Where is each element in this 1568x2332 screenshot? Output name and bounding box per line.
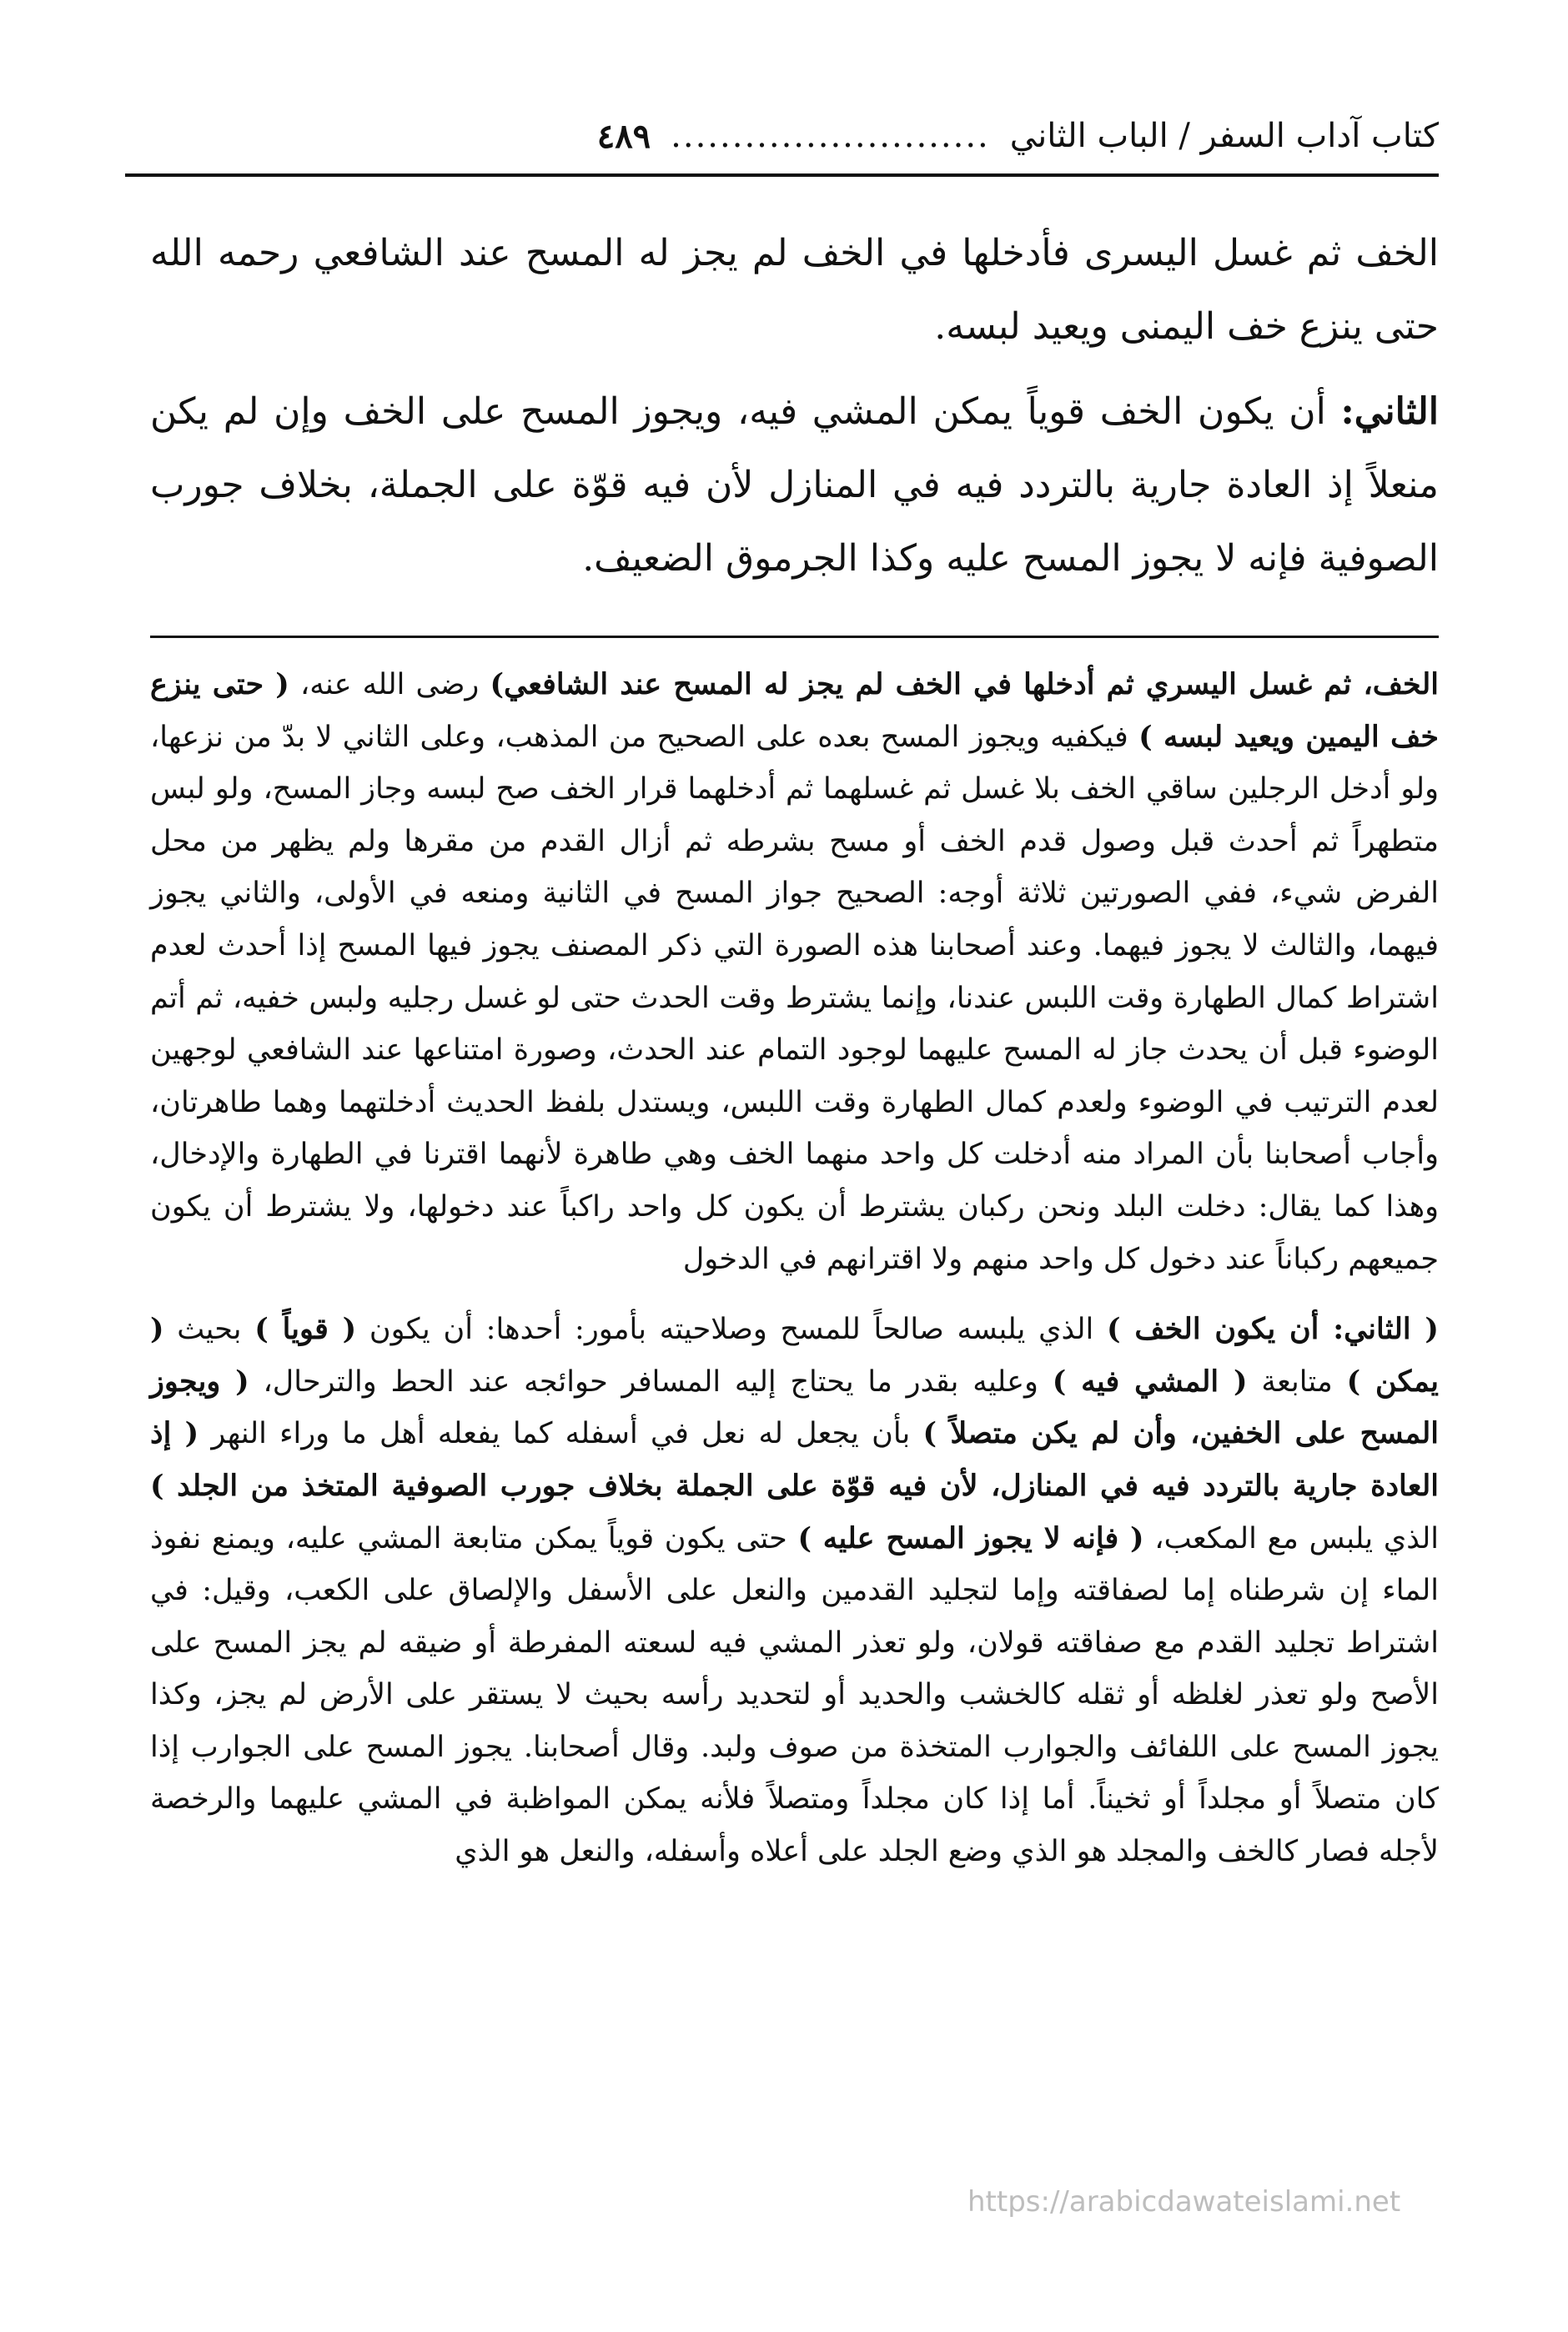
- quoted-text: ( فإنه لا يجوز المسح عليه ): [797, 1520, 1144, 1556]
- commentary-text-run: فيكفيه ويجوز المسح بعده على الصحيح من المذهب، وعلى الثاني لا بدّ من نزعها، ولو أدخل الرجلين ساقي الخف بلا غسل ثم غسلهما ثم أدخلهما قرار الخف صح لبسه وجاز المسح، ولو لبس متطهراً ثم أحدث قبل وصول قدم الخف أو مسح بشرطه ثم أزال القدم من مقرها ولم يظهر من محل الفرض شيء، ففي الصورتين ثلاثة أوجه: الصحيح جواز المسح في الثانية ومنعه في الأولى، والثاني يجوز فيهما، والثالث لا يجوز فيهما. وعند أصحابنا هذه الصورة التي ذكر المصنف يجوز فيها المسح إذا أحدث لعدم اشتراط كمال الطهارة وقت اللبس عندنا، وإنما يشترط وقت الحدث حتى لو غسل رجليه ولبس خفيه، ثم أتم الوضوء قبل أن يحدث جاز له المسح عليهما لوجود التمام عند الحدث، وصورة امتناعها عند الشافعي لوجهين لعدم الترتيب في الوضوء ولعدم كمال الطهارة وقت اللبس، ويستدل بلفظ الحديث أدخلتهما وهما طاهرتان، وأجاب أصحابنا بأن المراد منه أدخلت كل واحد منهما الخف وهي طاهرة لأنهما اقترنا في الطهارة والإدخال، وهذا كما يقال: دخلت البلد ونحن ركبان يشترط أن يكون كل واحد راكباً عند دخولها، ولا يشترط أن يكون جميعهم ركباناً عند دخول كل واحد منهم ولا اقترانهم في الدخول: [150, 720, 1439, 1276]
- commentary-divider: [150, 636, 1439, 638]
- commentary-text-run: رضى الله عنه،: [289, 668, 490, 701]
- quoted-text: ( يمكن ): [150, 1312, 1439, 1399]
- header-divider: [125, 173, 1439, 177]
- commentary-text-run: وعليه بقدر ما يحتاج إليه المسافر حوائجه عند الحط والترحال،: [249, 1365, 1053, 1399]
- main-paragraph-2-heading: الثاني:: [1340, 390, 1439, 433]
- main-text: [150, 217, 1439, 596]
- quoted-text: الخف، ثم غسل اليسري ثم أدخلها في الخف لم يجز له المسح عند الشافعي): [490, 667, 1439, 701]
- commentary-text-run: حتى يكون قوياً يمكن متابعة المشي عليه، ويمنع نفوذ الماء إن شرطناه إما لصفاقته وإما لتجليد القدمين والنعل على الأسفل والإلصاق على الكعب، وقيل: في اشتراط تجليد القدم مع صفاقته قولان، ولو تعذر المشي فيه لسعته المفرطة أو ضيقه لم يجز المسح على الأصح ولو تعذر لغلظه أو ثقله كالخشب والحديد أو لتحديد رأسه بحيث لا يستقر على الأرض لم يجز، وكذا يجوز المسح على اللفائف والجوارب المتخذة من صوف ولبد. وقال أصحابنا. يجوز المسح على الجوارب إذا كان متصلاً أو مجلداً أو ثخيناً. أما إذا كان مجلداً ومتصلاً فلأنه يمكن المواظبة في المشي عليهما والرخصة لأجله فصار كالخف والمجلد هو الذي وضع الجلد على أعلاه وأسفله، والنعل هو الذي: [150, 1521, 1439, 1869]
- commentary-text-run: بأن يجعل له نعل في أسفله كما يفعله أهل ما وراء النهر: [199, 1417, 923, 1451]
- main-paragraph-2: [150, 375, 1439, 596]
- commentary-text-run: بحيث: [163, 1313, 255, 1347]
- quoted-text: ( الثاني: أن يكون الخف ): [1107, 1312, 1439, 1347]
- main-paragraph-1-text: الخف ثم غسل اليسرى فأدخلها في الخف لم يجز له المسح عند الشافعي رحمه الله حتى ينزع خف اليمنى ويعيد لبسه.: [150, 232, 1439, 348]
- commentary-paragraph-2: [150, 1304, 1439, 1878]
- commentary-text-run: الذي يلبس مع المكعب،: [1143, 1521, 1439, 1556]
- quoted-text: ( ويجوز المسح على الخفين، وأن لم يكن متصلاً ): [150, 1364, 1440, 1451]
- commentary-text: [150, 659, 1439, 1878]
- commentary-paragraph-1: [150, 659, 1439, 1285]
- commentary-text-run: الذي يلبسه صالحاً للمسح وصلاحيته بأمور: أحدها: أن يكون: [356, 1313, 1107, 1347]
- main-paragraph-1: [150, 217, 1439, 364]
- main-paragraph-2-text: أن يكون الخف قوياً يمكن المشي فيه، ويجوز المسح على الخف وإن لم يكن منعلاً إذ العادة جارية بالتردد فيه في المنازل لأن فيه قوّة على الجملة، بخلاف جورب الصوفية فإنه لا يجوز المسح عليه وكذا الجرموق الضعيف.: [150, 390, 1439, 580]
- quoted-text: ( إذ العادة جارية بالتردد فيه في المنازل، لأن فيه قوّة على الجملة بخلاف جورب الصوفية المتخذ من الجلد ): [150, 1416, 1439, 1503]
- commentary-text-run: متابعة: [1247, 1365, 1347, 1399]
- watermark-url: https://arabicdawateislami.net: [967, 2185, 1401, 2219]
- quoted-text: ( المشي فيه ): [1052, 1364, 1248, 1399]
- running-header: [125, 98, 1439, 173]
- chapter-title: كتاب آداب السفر / الباب الثاني: [1009, 117, 1439, 155]
- quoted-text: ( حتى ينزع خف اليمين ويعيد لبسه ): [150, 667, 1439, 754]
- page-number: ٤٨٩: [596, 116, 651, 156]
- leader-dots: ..........................: [671, 117, 990, 155]
- quoted-text: ( قوياً ): [254, 1312, 357, 1347]
